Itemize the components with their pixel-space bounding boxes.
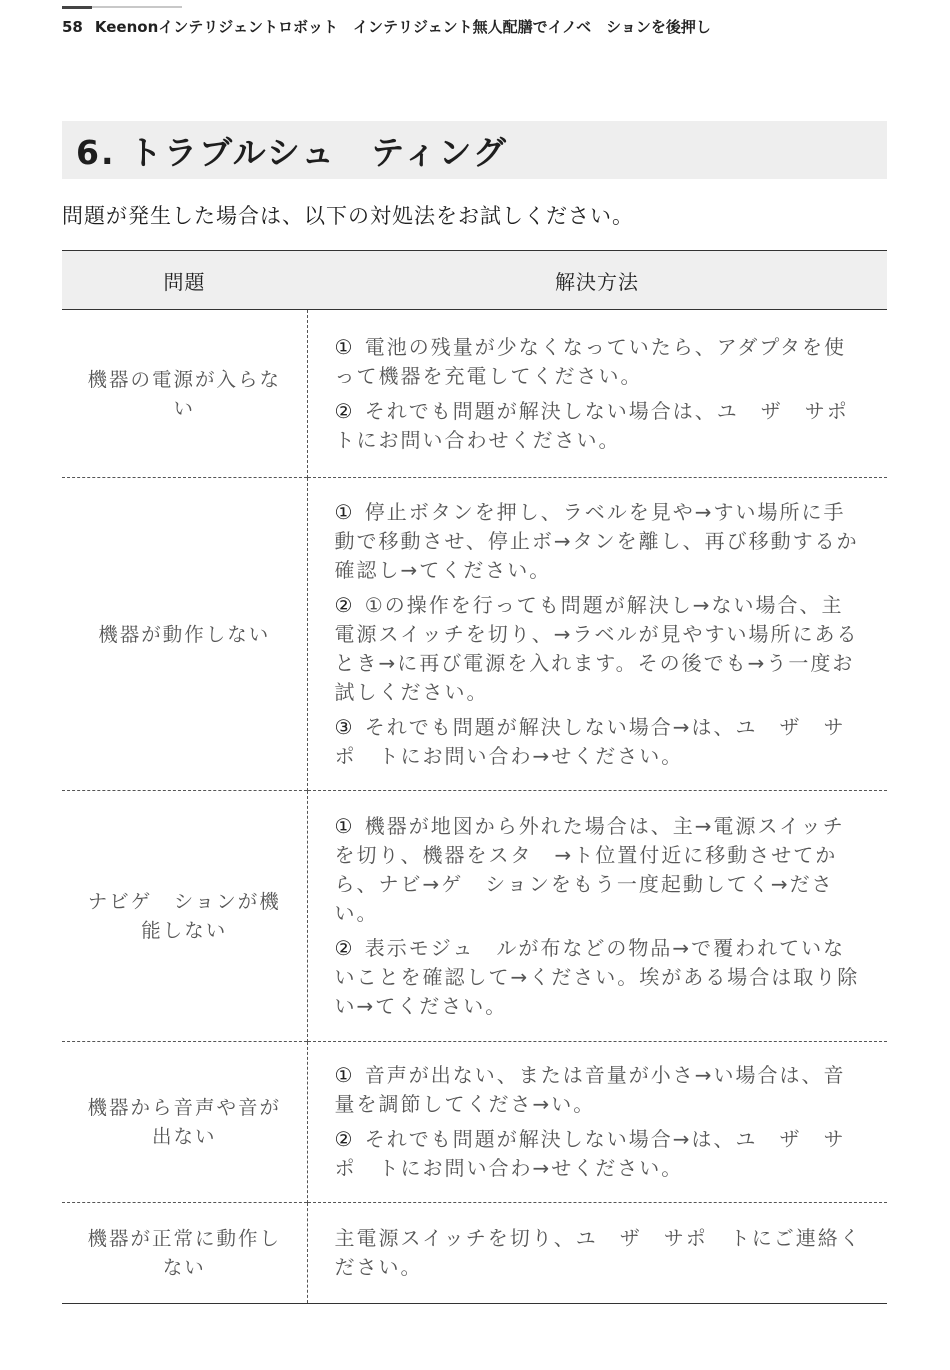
- solution-step: [335, 333, 864, 391]
- solution-step: [335, 1061, 864, 1119]
- step-text: それでも問題が解決しない場合→は、ユ ザ サポ トにお問い合わ→せください。: [334, 714, 846, 768]
- step-text: 電池の残量が少なくなっていたら、アダプタを使って機器を充電してください。: [334, 334, 846, 388]
- step-number: ③: [334, 714, 355, 739]
- table-row: [62, 478, 887, 791]
- solution-step: [335, 1125, 864, 1183]
- header-rule-accent: [62, 6, 92, 9]
- step-number: ①: [334, 1063, 355, 1087]
- section-title-bar: [62, 121, 887, 179]
- step-number: ②: [334, 398, 355, 423]
- column-header-problem: 問題: [62, 251, 307, 310]
- solution-step: [335, 1224, 864, 1282]
- section-title: 6. トラブルシュ ティング: [76, 132, 508, 172]
- table-header-row: [62, 251, 887, 310]
- problem-cell: 機器から音声や音が出ない: [62, 1042, 307, 1203]
- step-number: ②: [334, 592, 355, 617]
- solution-step: [335, 591, 864, 707]
- problem-cell: ナビゲ ションが機能しない: [62, 791, 307, 1042]
- step-text: ①の操作を行っても問題が解決し→ない場合、主電源スイッチを切り、→ラベルが見やすい場所にあるとき→に再び電源を入れます。その後でも→う一度お試しください。: [334, 592, 859, 704]
- step-text: それでも問題が解決しない場合→は、ユ ザ サポ トにお問い合わ→せください。: [334, 1127, 846, 1180]
- table-row: [62, 791, 887, 1042]
- solution-step: [335, 812, 864, 928]
- solution-cell: [307, 310, 887, 478]
- step-text: 表示モジュ ルが布などの物品→で覆われていないことを確認して→ください。埃がある場合は取り除い→てください。: [334, 935, 860, 1018]
- running-header: [62, 16, 888, 37]
- solution-step: [335, 498, 864, 585]
- table-row: [62, 310, 887, 478]
- solution-cell: [307, 478, 887, 791]
- intro-text: 問題が発生した場合は、以下の対処法をお試しください。: [62, 204, 634, 228]
- step-number: ②: [334, 935, 355, 960]
- step-number: ①: [334, 334, 355, 359]
- step-number: ①: [334, 813, 355, 838]
- table-row: [62, 1042, 887, 1203]
- problem-cell: 機器が動作しない: [62, 478, 307, 791]
- solution-cell: [307, 791, 887, 1042]
- solution-cell: [307, 1042, 887, 1203]
- step-number: ②: [334, 1127, 355, 1151]
- running-title: Keenonインテリジェントロボット インテリジェント無人配膳でイノベ ションを後押し: [94, 18, 711, 36]
- step-text: 音声が出ない、または音量が小さ→い場合は、音量を調節してくださ→い。: [334, 1063, 846, 1116]
- step-number: ①: [334, 499, 355, 524]
- problem-cell: 機器が正常に動作しない: [62, 1203, 307, 1304]
- page-number: 58: [62, 18, 83, 36]
- step-text: それでも問題が解決しない場合は、ユ ザ サポ トにお問い合わせください。: [334, 398, 871, 452]
- step-text: 停止ボタンを押し、ラベルを見や→すい場所に手動で移動させ、停止ボ→タンを離し、再び移動するか確認し→てください。: [334, 499, 859, 582]
- solution-step: [334, 397, 871, 455]
- step-text: 機器が地図から外れた場合は、主→電源スイッチを切り、機器をスタ →ト位置付近に移動させてから、ナビ→ゲ ションをもう一度起動してく→ださい。: [334, 813, 845, 925]
- column-header-solution: 解決方法: [307, 251, 887, 310]
- table-row: [62, 1203, 887, 1304]
- problem-cell: 機器の電源が入らない: [62, 310, 307, 478]
- troubleshooting-table: [62, 250, 887, 1304]
- solution-step: [335, 934, 864, 1021]
- solution-step: [335, 713, 864, 771]
- solution-cell: [307, 1203, 887, 1304]
- step-text: 主電源スイッチを切り、ユ ザ サポ トにご連絡ください。: [334, 1226, 862, 1279]
